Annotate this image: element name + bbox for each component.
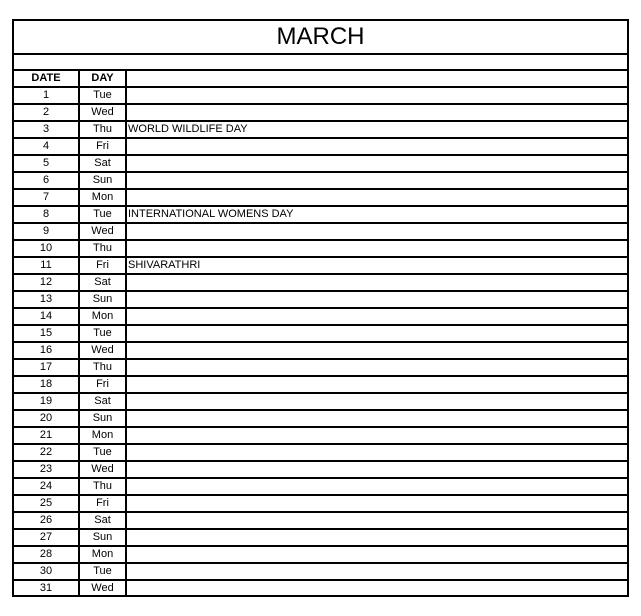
day-cell: Sat [80, 394, 127, 409]
event-cell [127, 377, 627, 392]
date-cell: 23 [14, 462, 80, 477]
table-row [14, 479, 627, 496]
event-cell [127, 445, 627, 460]
table-row [14, 275, 627, 292]
date-cell: 5 [14, 156, 80, 171]
event-cell [127, 326, 627, 341]
event-cell [127, 581, 627, 596]
table-row [14, 496, 627, 513]
date-column-header: DATE [14, 71, 80, 86]
table-row [14, 377, 627, 394]
day-cell: Sat [80, 513, 127, 528]
table-row [14, 462, 627, 479]
event-cell [127, 241, 627, 256]
day-cell: Fri [80, 377, 127, 392]
table-row [14, 581, 627, 596]
event-cell [127, 564, 627, 579]
table-row [14, 445, 627, 462]
date-cell: 11 [14, 258, 80, 273]
table-row [14, 513, 627, 530]
table-row [14, 564, 627, 581]
date-cell: 13 [14, 292, 80, 307]
day-cell: Thu [80, 479, 127, 494]
table-row [14, 156, 627, 173]
event-cell [127, 428, 627, 443]
table-row [14, 394, 627, 411]
date-cell: 28 [14, 547, 80, 562]
date-cell: 1 [14, 88, 80, 103]
date-cell: 20 [14, 411, 80, 426]
month-title: MARCH [14, 21, 627, 55]
calendar-sheet [12, 19, 629, 597]
date-cell: 24 [14, 479, 80, 494]
day-cell: Mon [80, 547, 127, 562]
table-row [14, 547, 627, 564]
date-cell: 14 [14, 309, 80, 324]
event-column-header [127, 71, 627, 86]
day-cell: Wed [80, 224, 127, 239]
date-cell: 9 [14, 224, 80, 239]
event-cell [127, 105, 627, 120]
date-cell: 16 [14, 343, 80, 358]
day-cell: Sat [80, 156, 127, 171]
calendar-rows [14, 88, 627, 596]
table-row [14, 258, 627, 275]
table-row [14, 292, 627, 309]
table-row [14, 530, 627, 547]
day-cell: Tue [80, 326, 127, 341]
day-cell: Wed [80, 581, 127, 596]
table-row [14, 411, 627, 428]
event-cell [127, 190, 627, 205]
table-row [14, 360, 627, 377]
day-cell: Sat [80, 275, 127, 290]
event-cell [127, 360, 627, 375]
date-cell: 22 [14, 445, 80, 460]
table-row [14, 241, 627, 258]
event-cell [127, 479, 627, 494]
day-cell: Tue [80, 564, 127, 579]
table-row [14, 224, 627, 241]
event-cell [127, 530, 627, 545]
table-row [14, 105, 627, 122]
table-row [14, 88, 627, 105]
table-row [14, 139, 627, 156]
date-cell: 27 [14, 530, 80, 545]
header-row [14, 71, 627, 88]
day-cell: Wed [80, 343, 127, 358]
day-cell: Mon [80, 190, 127, 205]
event-cell [127, 88, 627, 103]
date-cell: 25 [14, 496, 80, 511]
date-cell: 26 [14, 513, 80, 528]
table-row [14, 309, 627, 326]
day-cell: Wed [80, 462, 127, 477]
event-cell [127, 275, 627, 290]
date-cell: 15 [14, 326, 80, 341]
date-cell: 6 [14, 173, 80, 188]
date-cell: 3 [14, 122, 80, 137]
event-cell [127, 462, 627, 477]
day-cell: Fri [80, 139, 127, 154]
event-cell: WORLD WILDLIFE DAY [128, 123, 248, 135]
day-cell: Fri [80, 258, 127, 273]
date-cell: 7 [14, 190, 80, 205]
event-cell [127, 513, 627, 528]
day-cell: Tue [80, 207, 127, 222]
event-cell [127, 343, 627, 358]
day-cell: Thu [80, 241, 127, 256]
day-cell: Sun [80, 173, 127, 188]
date-cell: 17 [14, 360, 80, 375]
table-row [14, 343, 627, 360]
day-cell: Thu [80, 122, 127, 137]
event-cell [127, 292, 627, 307]
date-cell: 19 [14, 394, 80, 409]
day-cell: Fri [80, 496, 127, 511]
event-cell: INTERNATIONAL WOMENS DAY [128, 208, 294, 220]
day-cell: Sun [80, 411, 127, 426]
day-cell: Tue [80, 445, 127, 460]
day-cell: Thu [80, 360, 127, 375]
date-cell: 18 [14, 377, 80, 392]
date-cell: 12 [14, 275, 80, 290]
event-cell [127, 139, 627, 154]
day-cell: Wed [80, 105, 127, 120]
event-cell [127, 394, 627, 409]
day-cell: Sun [80, 530, 127, 545]
event-cell: SHIVARATHRI [128, 259, 201, 271]
date-cell: 4 [14, 139, 80, 154]
event-cell [127, 496, 627, 511]
table-row [14, 428, 627, 445]
day-cell: Sun [80, 292, 127, 307]
table-row [14, 326, 627, 343]
table-row [14, 122, 627, 139]
blank-row [14, 55, 627, 71]
day-cell: Mon [80, 428, 127, 443]
date-cell: 21 [14, 428, 80, 443]
event-cell [127, 173, 627, 188]
table-row [14, 190, 627, 207]
event-cell [127, 224, 627, 239]
day-cell: Mon [80, 309, 127, 324]
event-cell [127, 156, 627, 171]
event-cell [127, 411, 627, 426]
date-cell: 8 [14, 207, 80, 222]
day-column-header: DAY [80, 71, 127, 86]
date-cell: 10 [14, 241, 80, 256]
event-cell [127, 309, 627, 324]
date-cell: 2 [14, 105, 80, 120]
event-cell [127, 547, 627, 562]
table-row [14, 173, 627, 190]
date-cell: 30 [14, 564, 80, 579]
date-cell: 31 [14, 581, 80, 596]
day-cell: Tue [80, 88, 127, 103]
table-row [14, 207, 627, 224]
